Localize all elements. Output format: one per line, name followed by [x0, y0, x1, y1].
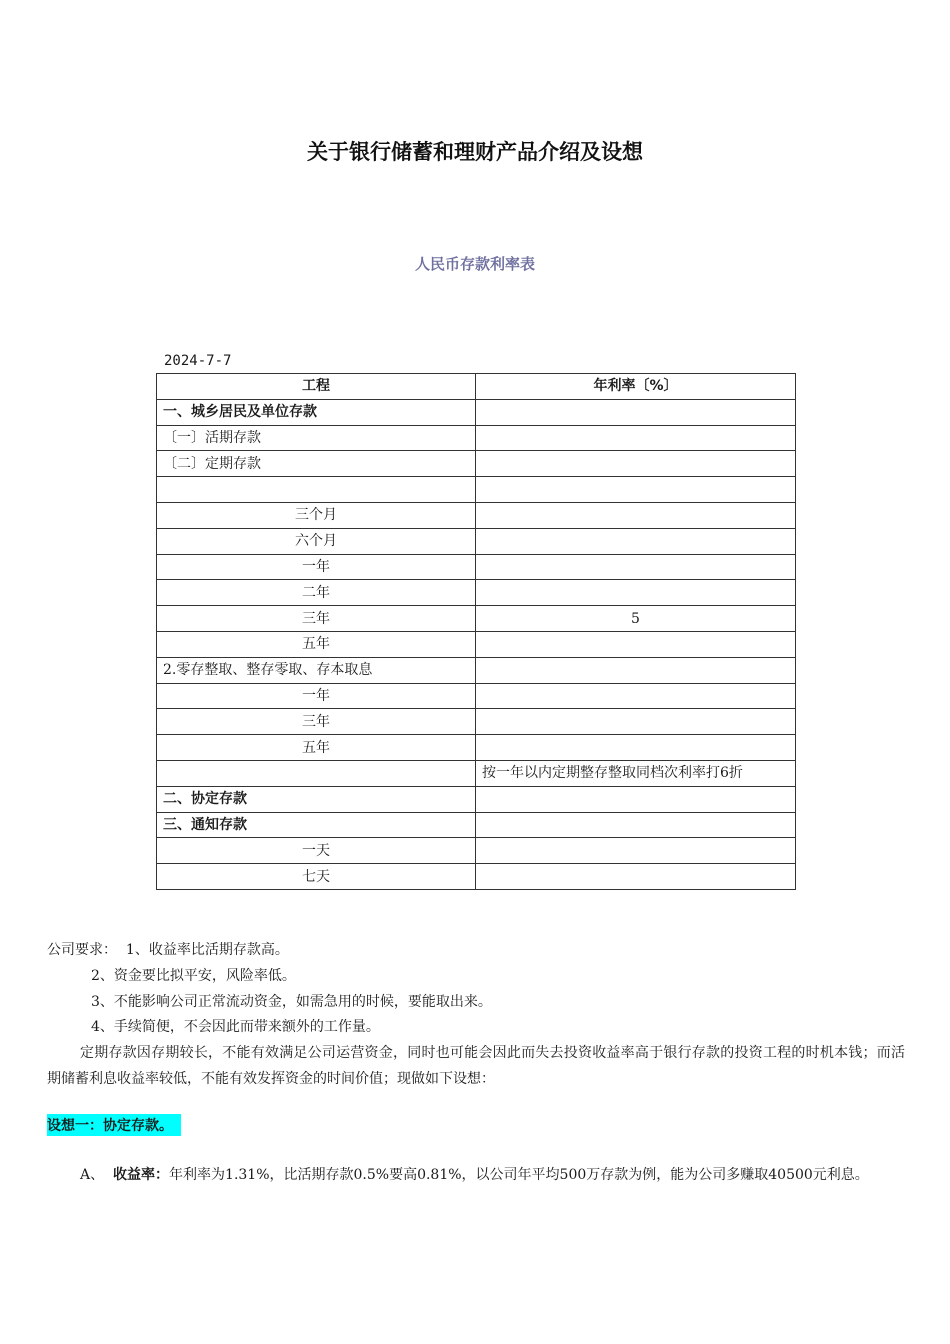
table-row [157, 760, 796, 786]
table-row [157, 709, 796, 735]
row-item: 一、城乡居民及单位存款 [157, 399, 476, 425]
row-rate [476, 786, 796, 812]
row-rate [476, 838, 796, 864]
header-rate: 年利率〔%〕 [476, 374, 796, 400]
row-rate [476, 631, 796, 657]
table-row [157, 502, 796, 528]
row-rate [476, 657, 796, 683]
proposal-heading: 设想一：协定存款。 [47, 1114, 181, 1136]
row-item: 五年 [157, 631, 476, 657]
table-row [157, 399, 796, 425]
row-rate [476, 451, 796, 477]
table-date: 2024-7-7 [164, 353, 232, 369]
requirement-item: 4、手续简便，不会因此而带来额外的工作量。 [91, 1019, 380, 1035]
table-row [157, 554, 796, 580]
row-item: 〔一〕活期存款 [157, 425, 476, 451]
row-item: 2.零存整取、整存零取、存本取息 [157, 657, 476, 683]
row-rate [476, 528, 796, 554]
row-item: 七天 [157, 864, 476, 890]
row-rate [476, 554, 796, 580]
table-subtitle: 人民币存款利率表 [414, 255, 535, 273]
row-rate [476, 864, 796, 890]
point-bold-label: 收益率： [113, 1167, 170, 1183]
row-rate [476, 735, 796, 761]
requirements-label: 公司要求： [47, 942, 117, 958]
row-rate [476, 399, 796, 425]
row-item [157, 760, 476, 786]
row-rate [476, 709, 796, 735]
requirement-item: 1、收益率比活期存款高。 [125, 942, 289, 958]
row-item: 一天 [157, 838, 476, 864]
requirement-item: 2、资金要比拟平安，风险率低。 [91, 968, 296, 984]
table-row [157, 425, 796, 451]
table-row [157, 528, 796, 554]
table-row [157, 631, 796, 657]
row-rate [476, 812, 796, 838]
body-paragraph: 定期存款因存期较长，不能有效满足公司运营资金，同时也可能会因此而失去投资收益率高于银行存款的投资工程的时机本钱；而活期储蓄利息收益率较低，不能有效发挥资金的时间价值；现做如下设想： [47, 1045, 905, 1087]
row-rate [476, 425, 796, 451]
document-title: 关于银行储蓄和理财产品介绍及设想 [307, 140, 643, 164]
row-item: 二年 [157, 580, 476, 606]
row-item: 一年 [157, 683, 476, 709]
row-item: 五年 [157, 735, 476, 761]
table-row [157, 657, 796, 683]
table-row [157, 812, 796, 838]
row-item [157, 477, 476, 503]
row-rate: 5 [476, 606, 796, 632]
table-row [157, 838, 796, 864]
row-item: 一年 [157, 554, 476, 580]
row-item: 六个月 [157, 528, 476, 554]
row-rate: 按一年以内定期整存整取同档次利率打6折 [476, 760, 796, 786]
proposal-point [47, 1161, 905, 1189]
point-label: A、 [80, 1167, 105, 1183]
table-row [157, 477, 796, 503]
row-item: 〔二〕定期存款 [157, 451, 476, 477]
header-item: 工程 [157, 374, 476, 400]
table-row [157, 735, 796, 761]
table-row [157, 606, 796, 632]
point-text: 年利率为1.31%，比活期存款0.5%要高0.81%，以公司年平均500万存款为例，能为公司多赚取40500元利息。 [169, 1167, 869, 1183]
table-header-row [157, 374, 796, 400]
table-row [157, 683, 796, 709]
table-row [157, 451, 796, 477]
rate-table [156, 373, 796, 890]
row-rate [476, 580, 796, 606]
row-rate [476, 683, 796, 709]
row-item: 三个月 [157, 502, 476, 528]
row-item: 三年 [157, 709, 476, 735]
requirements-line-1 [47, 937, 289, 963]
row-item: 三、通知存款 [157, 812, 476, 838]
requirement-item: 3、不能影响公司正常流动资金，如需急用的时候，要能取出来。 [91, 994, 492, 1010]
row-item: 二、协定存款 [157, 786, 476, 812]
row-item: 三年 [157, 606, 476, 632]
row-rate [476, 477, 796, 503]
table-row [157, 864, 796, 890]
table-row [157, 786, 796, 812]
row-rate [476, 502, 796, 528]
table-row [157, 580, 796, 606]
